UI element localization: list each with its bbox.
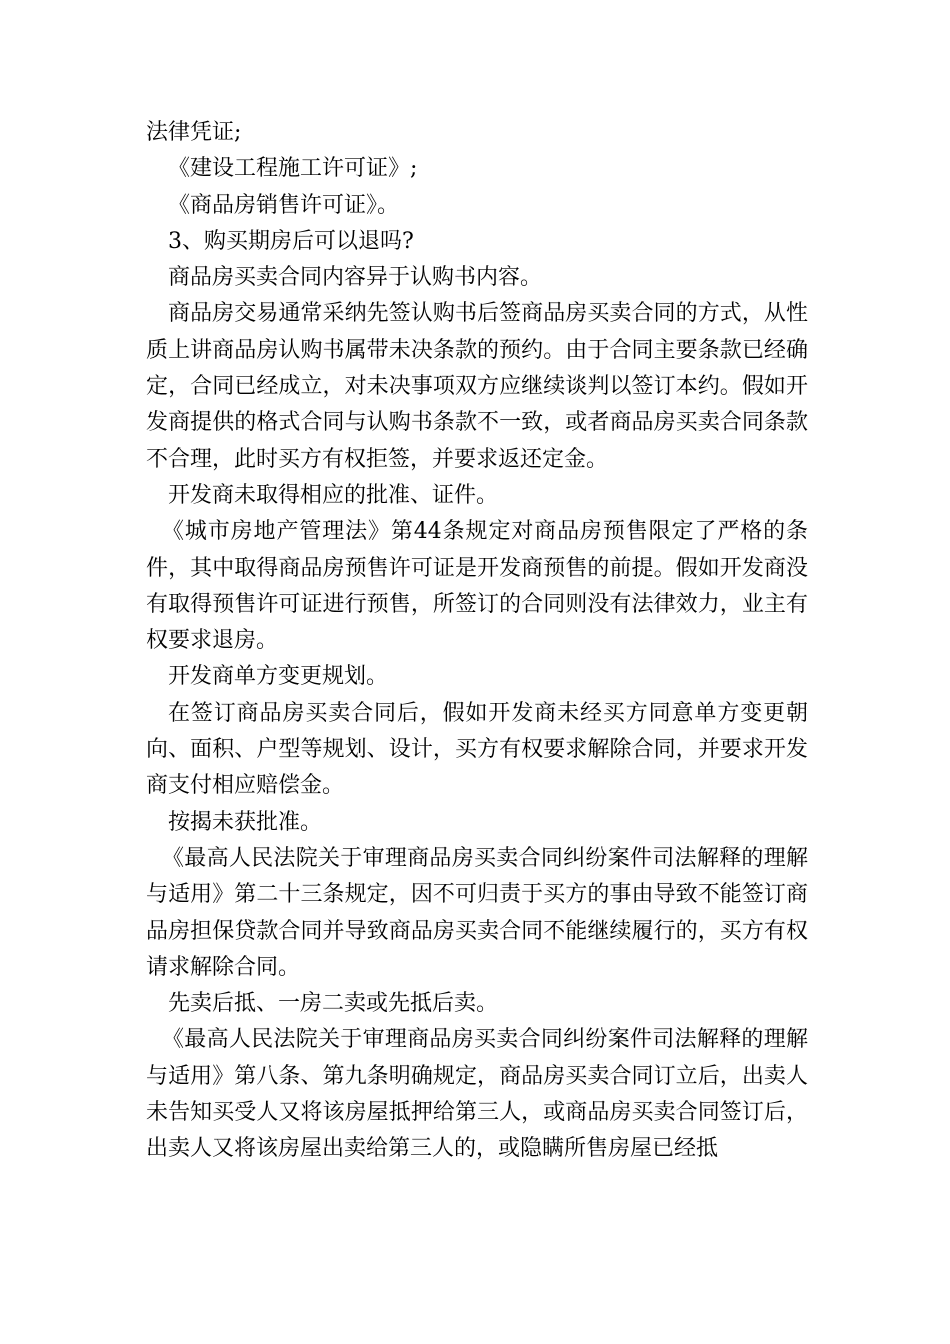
paragraph: 按揭未获批准。 (168, 809, 323, 835)
section-heading: 3、购买期房后可以退吗? (168, 228, 414, 254)
paragraph: 法律凭证; (146, 120, 242, 145)
paragraph: 开发商未取得相应的批准、证件。 (168, 482, 499, 508)
paragraph: 《最高人民法院关于审理商品房买卖合同纠纷案件司法解释的理解与适用》第二十三条规定，因不可归责于买方的事由导致不能签订商品房担保贷款合同并导致商品房买卖合同不能继续履行的，买方有权请求解除合同。 (146, 845, 808, 980)
paragraph: 开发商单方变更规划。 (168, 664, 389, 690)
paragraph: 《最高人民法院关于审理商品房买卖合同纠纷案件司法解释的理解与适用》第八条、第九条明确规定，商品房买卖合同订立后，出卖人未告知买受人又将该房屋抵押给第三人，或商品房买卖合同签订后，出卖人又将该房屋出卖给第三人的，或隐瞒所售房屋已经抵 (146, 1027, 808, 1162)
paragraph: 先卖后抵、一房二卖或先抵后卖。 (168, 991, 499, 1017)
paragraph: 《商品房销售许可证》。 (168, 192, 400, 218)
document-body (146, 115, 808, 1168)
paragraph: 商品房买卖合同内容异于认购书内容。 (168, 265, 543, 291)
paragraph: 商品房交易通常采纳先签认购书后签商品房买卖合同的方式，从性质上讲商品房认购书属带未决条款的预约。由于合同主要条款已经确定，合同已经成立，对未决事项双方应继续谈判以签订本约。假如开发商提供的格式合同与认购书条款不一致，或者商品房买卖合同条款不合理，此时买方有权拒签，并要求返还定金。 (146, 301, 808, 472)
paragraph: 《建设工程施工许可证》; (168, 156, 418, 182)
paragraph: 《城市房地产管理法》第44条规定对商品房预售限定了严格的条件，其中取得商品房预售许可证是开发商预售的前提。假如开发商没有取得预售许可证进行预售，所签订的合同则没有法律效力，业主有权要求退房。 (146, 519, 808, 654)
paragraph: 在签订商品房买卖合同后，假如开发商未经买方同意单方变更朝向、面积、户型等规划、设计，买方有权要求解除合同，并要求开发商支付相应赔偿金。 (146, 700, 808, 799)
